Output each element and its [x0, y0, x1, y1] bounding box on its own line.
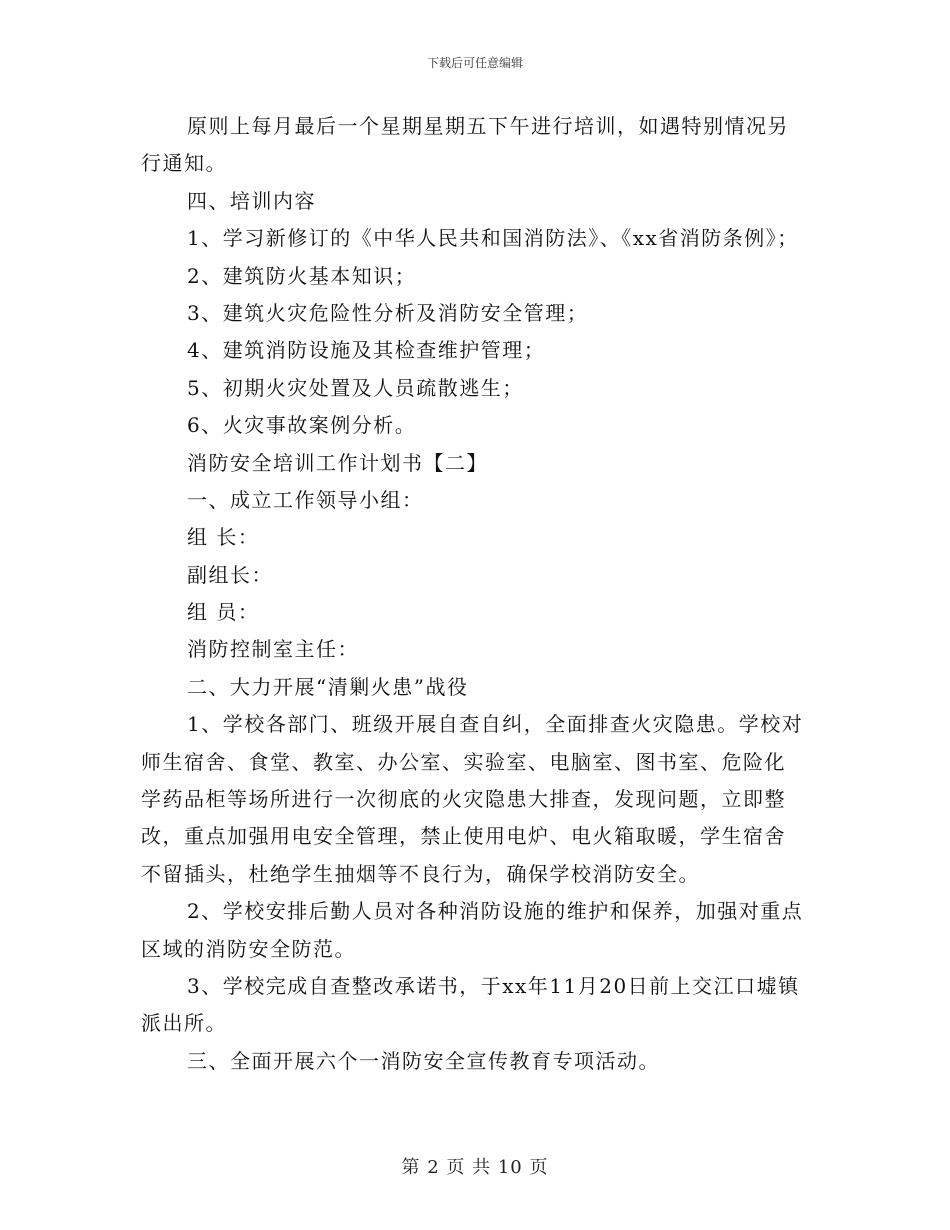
text-line: 师生宿舍、食堂、教室、办公室、实验室、电脑室、图书室、危险化 — [141, 749, 786, 774]
text-line: 派出所。 — [141, 1011, 227, 1036]
text-line: 三、全面开展六个一消防安全宣传教育专项活动。 — [187, 1048, 660, 1073]
text-line: 5、初期火灾处置及人员疏散逃生； — [187, 375, 524, 400]
text-line: 3、建筑火灾危险性分析及消防安全管理； — [187, 300, 589, 325]
text-line: 4、建筑消防设施及其检查维护管理； — [187, 338, 546, 363]
text-line: 副组长： — [187, 562, 273, 587]
text-line: 四、培训内容 — [187, 188, 316, 213]
text-line: 1、学习新修订的《中华人民共和国消防法》、《xx省消防条例》； — [187, 226, 799, 251]
text-line: 改，重点加强用电安全管理，禁止使用电炉、电火箱取暖，学生宿舍 — [141, 824, 786, 849]
page-header: 下载后可任意编辑 — [426, 56, 523, 70]
text-line: 1、学校各部门、班级开展自查自纠，全面排查火灾隐患。学校对 — [187, 712, 804, 737]
text-line: 区域的消防安全防范。 — [141, 936, 356, 961]
text-line: 学药品柜等场所进行一次彻底的火灾隐患大排查，发现问题，立即整 — [141, 787, 786, 812]
text-line: 2、建筑防火基本知识； — [187, 263, 417, 288]
text-line: 不留插头，杜绝学生抽烟等不良行为，确保学校消防安全。 — [141, 861, 700, 886]
text-line: 2、学校安排后勤人员对各种消防设施的维护和保养，加强对重点 — [187, 899, 804, 924]
text-line: 组 长： — [187, 525, 260, 550]
text-line: 消防控制室主任： — [187, 637, 359, 662]
text-line: 6、火灾事故案例分析。 — [187, 413, 417, 438]
text-line: 二、大力开展“清剿火患”战役 — [187, 674, 469, 699]
text-line: 消防安全培训工作计划书【二】 — [187, 450, 488, 475]
page-footer: 第 2 页 共 10 页 — [401, 1157, 549, 1178]
text-line: 组 员： — [187, 600, 260, 625]
text-line: 一、成立工作领导小组： — [187, 487, 424, 512]
text-line: 原则上每月最后一个星期星期五下午进行培训，如遇特别情况另 — [187, 114, 789, 138]
text-line: 行通知。 — [141, 151, 227, 176]
text-line: 3、学校完成自查整改承诺书，于xx年11月20日前上交江口墟镇 — [187, 973, 800, 998]
document-body — [141, 108, 821, 1080]
